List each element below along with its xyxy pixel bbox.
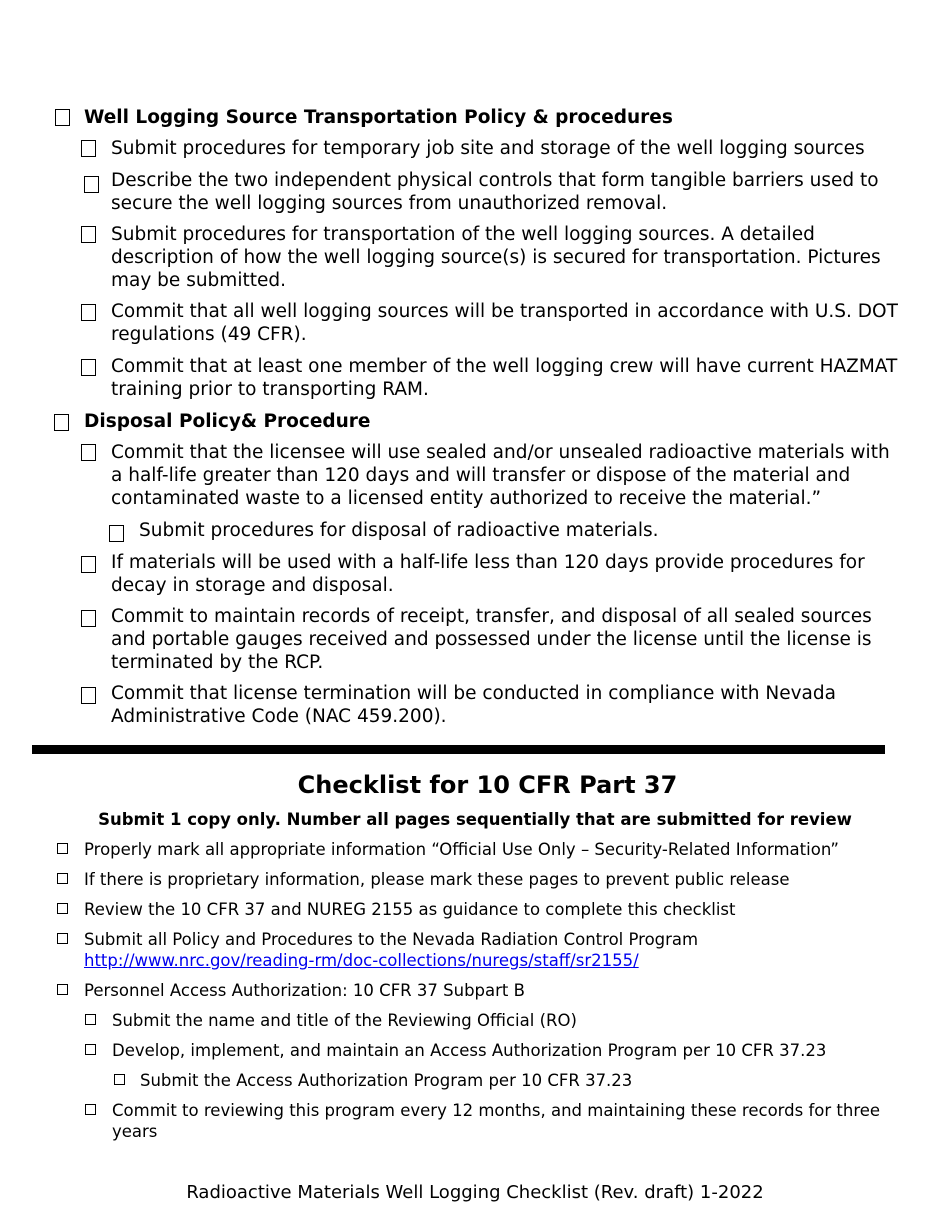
page-subtitle: Submit 1 copy only. Number all pages sequentially that are submitted for review (98, 810, 852, 829)
section-heading: Disposal Policy& Procedure (84, 411, 371, 432)
checklist-subitem (85, 1100, 885, 1142)
checkbox[interactable] (81, 359, 96, 376)
checklist-item (81, 682, 901, 728)
item-text: Commit to reviewing this program every 12 months, and maintaining these records for three years (112, 1101, 881, 1141)
item-text: Submit the Access Authorization Program per 10 CFR 37.23 (140, 1071, 633, 1090)
item-text: Submit procedures for temporary job site and storage of the well logging sources (111, 138, 865, 159)
item-text: Submit procedures for disposal of radioactive materials. (139, 520, 659, 541)
transport-heading-row (55, 106, 673, 129)
checkbox[interactable] (55, 109, 70, 126)
checkbox[interactable] (85, 1104, 96, 1115)
checkbox[interactable] (81, 444, 96, 461)
checklist-item (57, 899, 917, 920)
item-text: Develop, implement, and maintain an Access Authorization Program per 10 CFR 37.23 (112, 1041, 827, 1060)
checkbox[interactable] (81, 304, 96, 321)
checklist-item (81, 223, 901, 292)
checklist-item (57, 929, 917, 971)
item-text: Commit that the licensee will use sealed and/or unsealed radioactive materials with a half-life greater than 120 days and will transfer or dispose of the material and contaminated waste to a licensed entity authorized to receive the material.” (111, 442, 890, 509)
checkbox[interactable] (114, 1074, 125, 1085)
checkbox[interactable] (81, 226, 96, 243)
item-text: Describe the two independent physical controls that form tangible barriers used to secure the well logging sources from unauthorized removal. (111, 170, 879, 214)
checklist-item (57, 980, 917, 1001)
page-title: Checklist for 10 CFR Part 37 (297, 771, 678, 799)
checkbox[interactable] (85, 1044, 96, 1055)
item-text: Commit that license termination will be conducted in compliance with Nevada Administrative Code (NAC 459.200). (111, 683, 836, 727)
checklist-item (81, 300, 901, 346)
checkbox[interactable] (84, 176, 99, 193)
checkbox[interactable] (57, 873, 68, 884)
checklist-subitem (85, 1040, 915, 1061)
checkbox[interactable] (57, 843, 68, 854)
disposal-heading-row (54, 410, 370, 433)
item-text: If there is proprietary information, please mark these pages to prevent public release (84, 870, 790, 889)
item-text: Properly mark all appropriate information “Official Use Only – Security-Related Information” (84, 840, 839, 859)
checklist-item (81, 441, 901, 510)
checkbox[interactable] (57, 933, 68, 944)
checkbox[interactable] (57, 903, 68, 914)
checklist-item (81, 551, 901, 597)
item-text: Submit the name and title of the Reviewing Official (RO) (112, 1011, 577, 1030)
item-text: Personnel Access Authorization: 10 CFR 37 Subpart B (84, 981, 525, 1000)
checkbox[interactable] (81, 140, 96, 157)
item-text-block (84, 929, 698, 971)
checkbox[interactable] (109, 525, 124, 542)
checklist-item (81, 137, 901, 160)
nureg-link[interactable]: http://www.nrc.gov/reading-rm/doc-collections/nuregs/staff/sr2155/ (84, 951, 639, 970)
item-text: Commit that all well logging sources will be transported in accordance with U.S. DOT regulations (49 CFR). (111, 301, 898, 345)
item-text: Submit all Policy and Procedures to the Nevada Radiation Control Program (84, 930, 699, 949)
section-divider (32, 745, 885, 754)
checklist-item (81, 355, 901, 401)
item-text: Commit that at least one member of the well logging crew will have current HAZMAT training prior to transporting RAM. (111, 356, 898, 400)
checklist-item (84, 169, 901, 215)
item-text: Submit procedures for transportation of the well logging sources. A detailed description of how the well logging source(s) is secured for transportation. Pictures may be submitted. (111, 224, 881, 291)
checkbox[interactable] (85, 1014, 96, 1025)
checkbox[interactable] (57, 984, 68, 995)
checkbox[interactable] (81, 687, 96, 704)
checklist-subitem (109, 519, 899, 542)
item-text: Commit to maintain records of receipt, transfer, and disposal of all sealed sources and portable gauges received and possessed under the license until the license is terminated by the RCP. (111, 606, 872, 673)
section-heading: Well Logging Source Transportation Policy & procedures (84, 107, 673, 128)
checklist-subitem (114, 1070, 914, 1091)
checklist-item (57, 869, 917, 890)
checklist-item (81, 605, 901, 674)
page-footer: Radioactive Materials Well Logging Checklist (Rev. draft) 1-2022 (186, 1182, 764, 1203)
checkbox[interactable] (81, 556, 96, 573)
item-text: If materials will be used with a half-life less than 120 days provide procedures for decay in storage and disposal. (111, 552, 865, 596)
checklist-item (57, 839, 917, 860)
item-text: Review the 10 CFR 37 and NUREG 2155 as guidance to complete this checklist (84, 900, 736, 919)
checkbox[interactable] (81, 610, 96, 627)
checklist-subitem (85, 1010, 915, 1031)
checkbox[interactable] (54, 414, 69, 431)
